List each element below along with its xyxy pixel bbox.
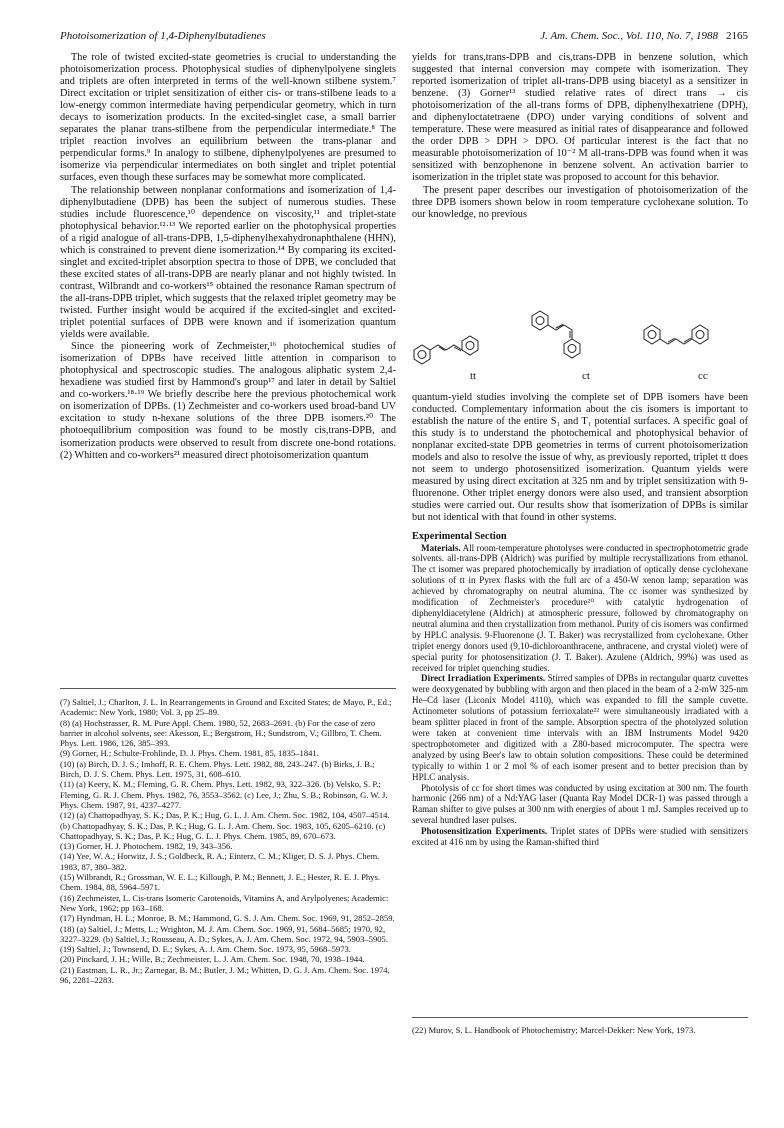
footnote: (20) Pinckard, J. H.; Wille, B.; Zechmeister, L. J. Am. Chem. Soc. 1948, 70, 1938–1944. bbox=[60, 954, 365, 965]
materials-heading: Materials. bbox=[421, 542, 461, 553]
running-header-journal bbox=[540, 30, 748, 42]
footnotes-left bbox=[60, 688, 396, 985]
running-header-title: Photoisomerization of 1,4-Diphenylbutadienes bbox=[60, 30, 266, 42]
direct-irradiation-text: Stirred samples of DPBs in rectangular quartz cuvettes were deoxygenated by bubbling with argon and then placed in the beam of a 2-mW 325-nm He–Cd laser (Liconix Model 4110), which was expanded to fill the sample cuvette. Actinometer solutions of potassium ferrioxalate²² were simultaneously irradiated with a beam splitter placed in front of the sample. Absorption spectra of the photolyzed solution were taken at convenient time intervals with an IBM Instruments Model 9420 spectrophotometer and digitized with a Z80-based microcomputer. The spectra were analyzed by using Beer's law to obtain solution compositions. These could be determined typically to within 1 or 2 mol % of each isomer present and to better precision than by HPLC analysis. bbox=[412, 673, 748, 782]
footnote: (7) Saltiel, J.; Charlton, J. L. In Rearrangements in Ground and Excited States; de Mayo, P., Ed.; Academic: New York, 1980; Vol. 3, pp 25–89. bbox=[60, 697, 392, 718]
cc-structure bbox=[644, 325, 708, 344]
footnote-divider bbox=[412, 1017, 748, 1018]
dpb-isomer-structures bbox=[412, 304, 748, 388]
structure-label-tt: tt bbox=[470, 370, 477, 382]
materials-text: All room-temperature photolyses were conducted in spectrophotometric grade solvents. all-trans-DPB (Aldrich) was purified by multiple recrystallizations from ethanol. The ct isomer was prepared photochemically by irradiation of optically dense cyclohexane solutions of tt in Pyrex flasks with the full arc of a 450-W xenon lamp; separation was achieved by chromatography on neutral alumina. The cc isomer was synthesized by modification of Zechmeister's procedure²⁰ with catalytic hydrogenation of diphenyldiacetylene (Aldrich) at atmospheric pressure, followed by chromatography on neutral alumina and then crystallization from methanol. Purity of cis isomers was confirmed by HPLC analysis. 9-Fluorenone (J. T. Baker) was recrystallized from cyclohexane. Other triplet energy donors used (9,10-dichloroanthracene, anthracene, and crystal violet) were of special purity for photosensitization (J. T. Baker). Azulene (Aldrich, 99%) was used as received for triplet quenching studies. bbox=[412, 542, 748, 673]
footnote: (8) (a) Hochstrasser, R. M. Pure Appl. Chem. 1980, 52, 2683–2691. (b) For the case of zero barrier in alcohol solvents, see: Akesson, E.; Bergstrom, H.; Sundstrom, V.; Gillbro, T. Chem. Phys. Lett. 1986, 126, 385–393. bbox=[60, 717, 382, 749]
right-column bbox=[412, 52, 748, 221]
experimental-body bbox=[412, 543, 748, 848]
footnotes-right bbox=[412, 1017, 748, 1035]
footnote: (15) Wilbrandt, R.; Grossman, W. E. L.; Killough, P. M.; Bennett, J. E.; Hester, R. E. J. Phys. Chem. 1984, 88, 5964–5971. bbox=[60, 872, 380, 893]
footnote: (9) Gorner, H.; Schulte-Frohlinde, D. J. Phys. Chem. 1981, 85, 1835–1841. bbox=[60, 748, 319, 759]
footnote: (13) Gorner, H. J. Photochem. 1982, 19, 343–356. bbox=[60, 841, 233, 852]
journal-citation: J. Am. Chem. Soc., Vol. 110, No. 7, 1988 bbox=[540, 30, 718, 42]
section-heading: Experimental Section bbox=[412, 530, 507, 542]
intro-paragraph-2: The relationship between nonplanar conformations and isomerization of 1,4-diphenylbutadiene (DPB) has been the subject of numerous studies. These studies include fluorescence,¹⁰ dependence on viscosity,¹¹ and triplet-state photophysical behavior.¹²·¹³ We reported earlier on the photophysical properties of a rigid analogue of all-trans-DPB, 1,5-diphenylhexahydronaphthalene (HHN), which is constrained to prevent diene isomerization.¹⁴ By comparing its excited-singlet and excited-triplet absorption spectra to those of DPB, we concluded that these excited states of all-trans-DPB are nearly planar and not highly twisted. In contrast, Wilbrandt and co-workers¹⁵ obtained the resonance Raman spectrum of the all-trans-DPB triplet, which suggests that the relaxed triplet geometry may be twisted. Further insight would be acquired if the excited-singlet and excited-triplet potential surfaces of DPB were known and if isomerization quantum yields were available. bbox=[60, 184, 396, 341]
intro-paragraph-3: Since the pioneering work of Zechmeister,¹⁶ photochemical studies of isomerization of DPBs have received little attention in comparison to photophysical and spectroscopic studies. The analogous aliphatic system 2,4-hexadiene was studied first by Hammond's group¹⁷ and later in detail by Saltiel and co-workers.¹⁸·¹⁹ We briefly describe here the previous photochemical work on isomerization of DPBs. (1) Zechmeister and co-workers used broad-band UV excitation to study n-hexane solutions of the three DPB isomers.²⁰ The photoequilibrium composition was found to be mostly cis,trans-DPB, and isomerization products were observed to result from discrete one-bond rotations. (2) Whitten and co-workers²¹ measured direct photoisomerization quantum bbox=[60, 341, 396, 461]
structure-label-ct: ct bbox=[582, 370, 590, 382]
right-paragraph-3: quantum-yield studies involving the complete set of DPB isomers have been conducted. Complementary information about the cis isomers is important to establish the nature of the entire S₁ and T₁ potential surfaces. A specific goal of this study is to understand the photochemical and photophysical behavior of nonplanar excited-state DPB geometries in terms of current photoisomerization models and also to resolve the issue of why, as previously reported, triplet tt does not seem to undergo photosensitized isomerization. Quantum yields were measured by using direct excitation at 325 nm and by triplet sensitization with 9-fluorenone. Other triplet energy donors were also used, and transient absorption studies were carried out. Our results show that isomerization of DPBs is similar but not identical with that found in other systems. bbox=[412, 392, 748, 524]
isomer-structures-drawing bbox=[412, 304, 748, 370]
footnote: (18) (a) Saltiel, J.; Metts, L.; Wrighton, M. J. Am. Chem. Soc. 1969, 91, 5684–5685; 1970, 92, 3227–3229. (b) Saltiel, J.; Rousseau, A. D.; Sykes, A. J. Am. Chem. Soc. 1972, 94, 5903–5905. bbox=[60, 923, 388, 944]
photosensitization-text: Triplet states of DPBs were studied with sensitizers excited at 416 nm by using the Raman-shifted third bbox=[412, 826, 748, 848]
footnote: (11) (a) Keery, K. M.; Fleming, G. R. Chem. Phys. Lett. 1982, 93, 322–326. (b) Velsko, S. P.; Fleming, G. R. J. Chem. Phys. 1982, 76, 3553–3562. (c) Lee, J.; Zhu, S. B.; Robinson, G. W. J. Phys. Chem. 1987, 91, 4237–4277. bbox=[60, 779, 388, 810]
footnote: (14) Yee, W. A.; Horwitz, J. S.; Goldbeck, R. A.; Einterz, C. M.; Kliger, D. S. J. Phys. Chem. 1983, 87, 380–382. bbox=[60, 851, 380, 872]
footnote: (10) (a) Birch, D. J. S.; Imhoff, R. E. Chem. Phys. Lett. 1982, 88, 243–247. (b) Birks, J. B.; Birch, D. J. S. Chem. Phys. Lett. 1975, 31, 608–610. bbox=[60, 758, 375, 780]
ct-structure bbox=[532, 311, 580, 358]
intro-paragraph-1: The role of twisted excited-state geometries is crucial to understanding the photoisomerization process. Photophysical studies of diphenylpolyene singlets and triplets are often interpreted in terms of the well-known stilbene system.⁷ Direct excitation or triplet sensitization of either cis- or trans-stilbene leads to a low-energy common intermediate having perpendicular geometry, which in turn decays to isomerization products. In the excited-singlet case, a small barrier separates the planar trans-stilbene from the perpendicular intermediate.⁸ The triplet reaction involves an equilibrium between the trans-planar and perpendicular forms.⁹ In analogy to stilbene, diphenylpolyenes are presumed to isomerize via perpendicular intermediates on both singlet and triplet potential surfaces, even though these surfaces may be somewhat more complicated. bbox=[60, 52, 396, 184]
photosensitization-heading: Photosensitization Experiments. bbox=[421, 826, 548, 837]
footnote: (21) Eastman, L. R., Jr.; Zarnegar, B. M.; Butler, J. M.; Whitten, D. G. J. Am. Chem. Soc. 1974, 96, 2281–2283. bbox=[60, 964, 390, 986]
right-paragraph-1: yields for trans,trans-DPB and cis,trans-DPB in benzene solution, which suggested that internal conversion may compete with isomerization. They reported isomerization of triplet all-trans-DPB using biacetyl as a sensitizer in benzene. (3) Gorner¹³ studied relative rates of direct trans → cis photoisomerization of the all-trans forms of DPB, diphenylhexatriene (DPH), and diphenyloctatetraene (DPO) under varying conditions of solvent and temperature. These were measured as initial rates of disappearance and followed the order DPB > DPH > DPO. Of particular interest is the fact that no measurable photoisomerization of 10⁻² M all-trans-DPB was found when it was sensitized with benzophenone in benzene solvent. An activation barrier to isomerization in the triplet state was proposed to account for this behavior. bbox=[412, 52, 748, 184]
footnote: (16) Zechmeister, L. Cis-trans Isomeric Carotenoids, Vitamins A, and Arylpolyenes; Academic: New York, 1962; pp 163–168. bbox=[60, 892, 389, 913]
right-paragraph-2: The present paper describes our investigation of photoisomerization of the three DPB isomers shown below in room temperature cyclohexane solution. To our knowledge, no previous bbox=[412, 184, 748, 220]
footnote: (12) (a) Chattopadhyay, S. K.; Das, P. K.; Hug, G. L. J. Am. Chem. Soc. 1982, 104, 4507–4514. (b) Chattopadhyay, S. K.; Das, P. K.; Hug, G. L. J. Am. Chem. Soc. 1983, 105, 6205–6210. (c) Chattopadhyay, S. K.; Das, P. K.; Hug, G. L. J. Phys. Chem. 1985, 89, 670–673. bbox=[60, 810, 390, 841]
structure-label-cc: cc bbox=[698, 370, 708, 382]
footnote: (17) Hyndman, H. L.; Monroe, B. M.; Hammond, G. S. J. Am. Chem. Soc. 1969, 91, 2852–2859. bbox=[60, 913, 395, 924]
footnote: (22) Murov, S. L. Handbook of Photochemistry; Marcel-Dekker: New York, 1973. bbox=[412, 1025, 696, 1035]
direct-irradiation-text-2: Photolysis of cc for short times was conducted by using excitation at 300 nm. The fourth harmonic (266 nm) of a Nd:YAG laser (Quanta Ray Model DCR-1) was passed through a Raman shifter to give pulses at 300 nm with energies of about 1 mJ. Samples received up to several hundred laser pulses. bbox=[412, 782, 748, 826]
page-number: 2165 bbox=[726, 30, 748, 42]
footnote-divider bbox=[60, 688, 396, 689]
direct-irradiation-heading: Direct Irradiation Experiments. bbox=[421, 673, 546, 684]
right-column-lower bbox=[412, 392, 748, 848]
tt-structure bbox=[414, 336, 478, 364]
left-column bbox=[60, 52, 396, 462]
footnote: (19) Saltiel, J.; Townsend, D. E.; Sykes, A. J. Am. Chem. Soc. 1973, 95, 5968–5973. bbox=[60, 944, 351, 955]
